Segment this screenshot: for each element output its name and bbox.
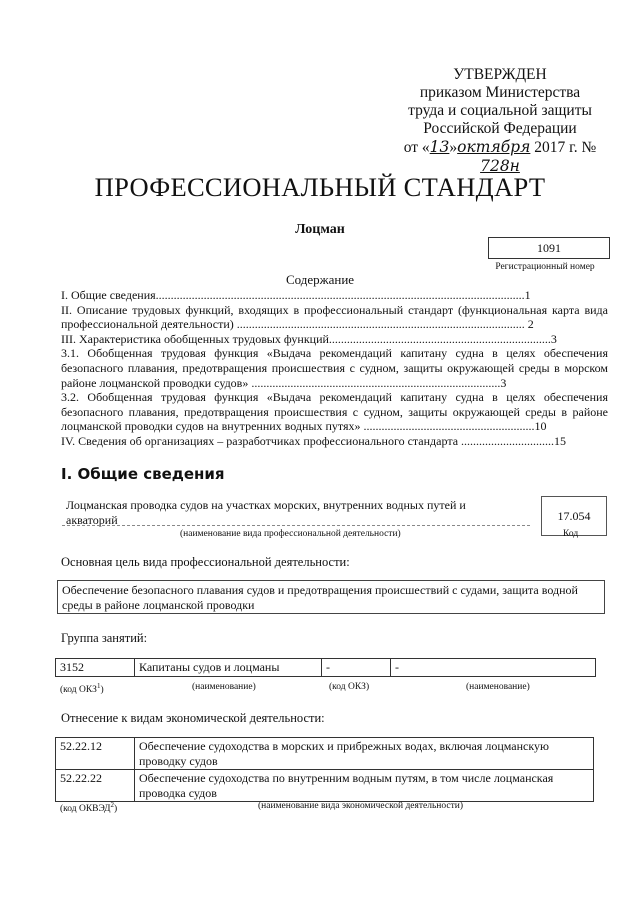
okved-name-cell: Обеспечение судоходства по внутренним водным путям, в том числе лоцманская проводка судов	[135, 770, 594, 802]
standard-subject: Лоцман	[295, 222, 345, 237]
toc-title: Содержание	[285, 272, 355, 287]
toc-item[interactable]: II. Описание трудовых функций, входящих в профессиональный стандарт (функциональная карта вида профессиональной деятельности) ................................................................................................ 2	[61, 302, 608, 332]
okved-code-cell: 52.22.22	[56, 770, 135, 802]
activity-kind-caption: (наименование вида профессиональной деятельности)	[180, 529, 401, 539]
activity-code-box: 17.054	[541, 496, 607, 536]
toc-item[interactable]: IV. Сведения об организациях – разработчиках профессионального стандарта ...............................15	[61, 433, 567, 448]
okved-code-caption: (код ОКВЭД$^2$)	[60, 801, 118, 815]
date-month: октября	[457, 138, 531, 156]
toc-item[interactable]: 3.1. Обобщенная трудовая функция «Выдача рекомендаций капитану судна в целях обеспечения безопасного плавания, предотвращения происшествия с судном, защиты окружающей среды в морском районе лоцманской проводки судов» ...................................................................................3	[61, 346, 608, 390]
okz-code-caption: (код ОКЗ$^1$)	[60, 682, 104, 696]
okz-name-caption: (наименование)	[192, 682, 256, 692]
table-row	[56, 738, 594, 770]
occupation-group-label: Группа занятий:	[61, 631, 148, 645]
goal-box: Обеспечение безопасного плавания судов и предотвращения происшествий с судами, защита водной среды в районе лоцманской проводки	[57, 580, 605, 614]
approval-date-line	[390, 138, 610, 176]
approval-line4: Российской Федерации	[423, 120, 577, 137]
registration-number-label: Регистрационный номер	[495, 262, 595, 272]
okved-name-caption: (наименование вида экономической деятельности)	[258, 801, 463, 811]
approval-line1: УТВЕРЖДЕН	[453, 66, 547, 83]
section-title: I. Общие сведения	[61, 465, 225, 483]
okz-name-cell: Капитаны судов и лоцманы	[135, 659, 322, 677]
okz-code2-cell: -	[322, 659, 391, 677]
date-quote: »	[449, 139, 458, 156]
okz-code2-caption: (код ОКЗ)	[329, 682, 370, 692]
date-prefix: от «	[403, 139, 430, 156]
table-row	[56, 770, 594, 802]
occupation-group-table	[55, 658, 596, 677]
toc-item[interactable]: I. Общие сведения...........................................................................................................................1	[61, 288, 531, 302]
approval-line2: приказом Министерства	[419, 84, 581, 101]
document-title: ПРОФЕССИОНАЛЬНЫЙ СТАНДАРТ	[94, 172, 546, 202]
okved-label: Отнесение к видам экономической деятельности:	[61, 711, 325, 725]
approval-line3: труда и социальной защиты	[408, 102, 592, 119]
date-year: 2017 г. №	[534, 139, 597, 156]
okz-code-cell: 3152	[56, 659, 135, 677]
approval-block	[390, 66, 610, 176]
okz-name2-cell: -	[391, 659, 596, 677]
toc-item[interactable]: III. Характеристика обобщенных трудовых функций..........................................................................3	[61, 331, 557, 346]
activity-kind: Лоцманская проводка судов на участках морских, внутренних водных путей и акваторий	[66, 498, 466, 527]
goal-label: Основная цель вида профессиональной деятельности:	[61, 555, 350, 569]
order-number: 728н	[480, 157, 520, 175]
activity-code-caption: Код	[563, 529, 579, 539]
table-of-contents	[61, 288, 608, 449]
registration-number-box: 1091	[488, 237, 610, 259]
activity-kind-underline	[62, 525, 530, 526]
okved-table	[55, 737, 594, 802]
table-row	[56, 659, 596, 677]
date-day: 13	[429, 138, 450, 156]
toc-item[interactable]: 3.2. Обобщенная трудовая функция «Выдача рекомендаций капитану судна в целях обеспечения безопасного плавания, предотвращения происшествия с судном, защиты окружающей среды в районе лоцманской проводки судов на внутренних водных путях» .........................................................10	[61, 390, 608, 434]
okved-code-cell: 52.22.12	[56, 738, 135, 770]
okved-name-cell: Обеспечение судоходства в морских и прибрежных водах, включая лоцманскую проводку судов	[135, 738, 594, 770]
okz-name2-caption: (наименование)	[466, 682, 530, 692]
